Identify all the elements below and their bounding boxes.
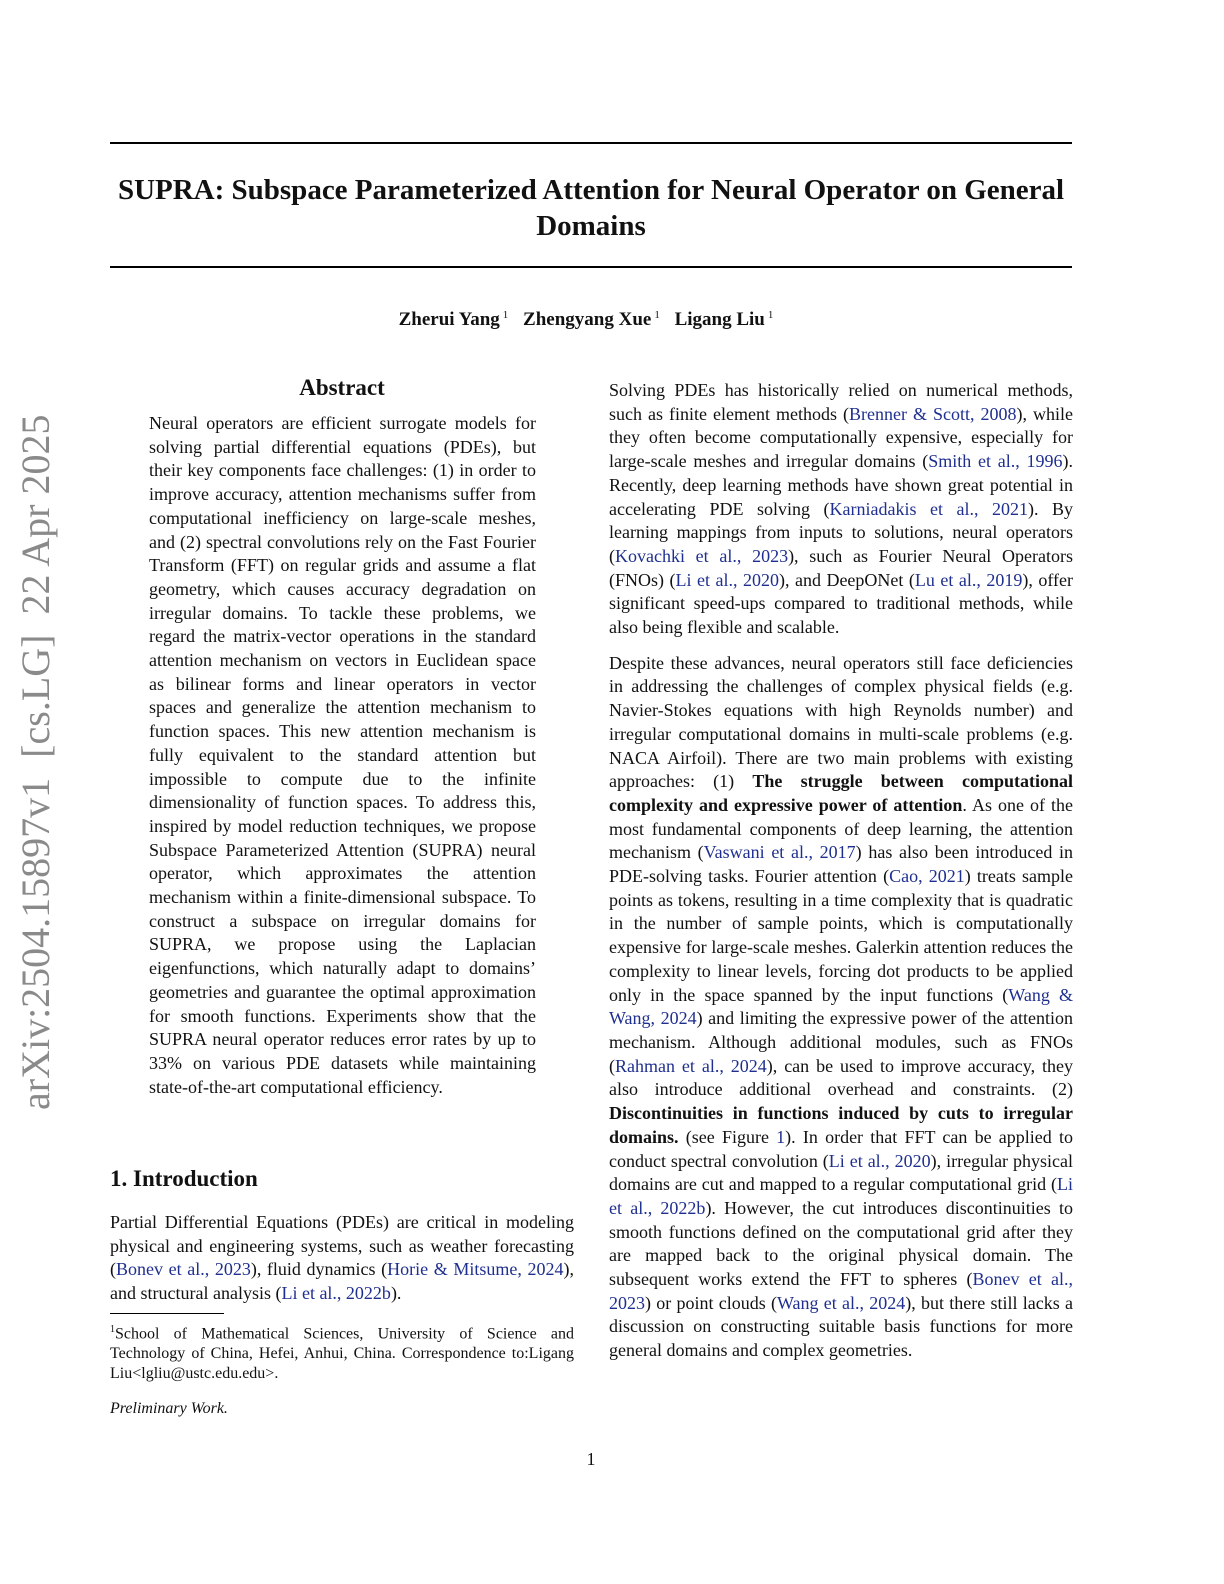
abstract-heading: Abstract xyxy=(299,375,385,400)
citation-link[interactable]: Li et al., 2020 xyxy=(675,569,779,590)
page-number: 1 xyxy=(586,1449,596,1469)
footnote-text: School of Mathematical Sciences, University of Science and Technology of China, Hefei, Anhui, China. Correspondence to:Ligang Liu<lgliu@ustc.edu.edu>. xyxy=(110,1325,574,1383)
citation-link[interactable]: Vaswani et al., 2017 xyxy=(703,842,856,863)
citation-link[interactable]: Li et al., 2022b xyxy=(281,1283,391,1304)
citation-link[interactable]: Karniadakis et al., 2021 xyxy=(829,498,1028,519)
author-name: Ligang Liu xyxy=(674,309,765,330)
intro-paragraph: Solving PDEs has historically relied on numerical methods, such as finite element methods (Brenner & Scott, 2008), while they often become computationally expensive, especially for large-scale meshes and irregular domains (Smith et al., 1996). Recently, deep learning methods have shown great potential in accelerating PDE solving (Karniadakis et al., 2021). By learning mappings from inputs to solutions, neural operators (Kovachki et al., 2023), such as Fourier Neural Operators (FNOs) (Li et al., 2020), and DeepONet (Lu et al., 2019), offer significant speed-ups compared to traditional methods, while also being flexible and scalable. xyxy=(609,380,1074,638)
citation-link[interactable]: Wang et al., 2024 xyxy=(777,1292,906,1313)
citation-link[interactable]: Bonev et al., 2023 xyxy=(609,1269,1073,1313)
author-affiliation-mark: 1 xyxy=(767,309,774,321)
author-name: Zhengyang Xue xyxy=(523,309,652,330)
emphasis-text: Discontinuities in functions induced by cuts to irregular domains. xyxy=(609,1103,1073,1147)
citation-link[interactable]: Bonev et al., 2023 xyxy=(116,1259,251,1280)
citation-link[interactable]: Wang & Wang, 2024 xyxy=(609,984,1073,1029)
footnote-mark: 1 xyxy=(110,1324,115,1335)
citation-link[interactable]: Rahman et al., 2024 xyxy=(615,1055,767,1076)
preliminary-work-note: Preliminary Work. xyxy=(110,1400,228,1417)
title-top-rule xyxy=(110,142,1072,144)
title-bottom-rule xyxy=(110,266,1072,268)
paper-title: SUPRA: Subspace Parameterized Attention for Neural Operator on General Domains xyxy=(117,174,1065,242)
affiliation-footnote xyxy=(110,1320,574,1384)
citation-link[interactable]: Li et al., 2022b xyxy=(609,1174,1073,1218)
abstract-text: Neural operators are efficient surrogate models for solving partial differential equations (PDEs), but their key components face challenges: (1) in order to improve accuracy, attention mechanisms suffer from computational inefficiency on large-scale meshes, and (2) spectral convolutions rely on the Fast Fourier Transform (FFT) on regular grids and assume a flat geometry, which causes accuracy degradation on irregular domains. To tackle these problems, we regard the matrix-vector operations in the standard attention mechanism on vectors in Euclidean space as bilinear forms and linear operators in vector spaces and generalize the attention mechanism to function spaces. This new attention mechanism is fully equivalent to the standard attention but impossible to compute due to the infinite dimensionality of function spaces. To address this, inspired by model reduction techniques, we propose Subspace Parameterized Attention (SUPRA) neural operator, which approximates the attention mechanism within a finite-dimensional subspace. To construct a subspace on irregular domains for SUPRA, we propose using the Laplacian eigenfunctions, which naturally adapt to domains’ geometries and guarantee the optimal approximation for smooth functions. Experiments show that the SUPRA neural operator reduces error rates by up to 33% on various PDE datasets while maintaining state-of-the-art computational efficiency. xyxy=(149,413,536,1097)
author-affiliation-mark: 1 xyxy=(654,309,660,321)
citation-link[interactable]: Horie & Mitsume, 2024 xyxy=(387,1259,564,1280)
emphasis-text: The struggle between computational complexity and expressive power of attention xyxy=(609,771,1073,815)
author-name: Zherui Yang xyxy=(398,309,500,330)
citation-link[interactable]: Kovachki et al., 2023 xyxy=(615,545,789,566)
footnote-rule xyxy=(110,1313,224,1314)
author-affiliation-mark: 1 xyxy=(502,309,509,321)
intro-paragraph: Partial Differential Equations (PDEs) are critical in modeling physical and engineering systems, such as weather forecasting (Bonev et al., 2023), fluid dynamics (Horie & Mitsume, 2024), and structural analysis (Li et al., 2022b). xyxy=(110,1212,574,1304)
citation-link[interactable]: Li et al., 2020 xyxy=(828,1150,931,1171)
right-column xyxy=(609,379,1073,1375)
intro-paragraph: Despite these advances, neural operators still face deficiencies in addressing the challenges of complex physical fields (e.g. Navier-Stokes equations with high Reynolds number) and irregular computational domains in multi-scale problems (e.g. NACA Airfoil). There are two main problems with existing approaches: (1) The struggle between computational complexity and expressive power of attention. As one of the most fundamental components of deep learning, the attention mechanism (Vaswani et al., 2017) has also been introduced in PDE-solving tasks. Fourier attention (Cao, 2021) treats sample points as tokens, resulting in a time complexity that is quadratic in the number of sample points, which is computationally expensive for large-scale meshes. Galerkin attention reduces the complexity to linear levels, forcing dot products to be applied only in the space spanned by the input functions (Wang & Wang, 2024) and limiting the expressive power of the attention mechanism. Although additional modules, such as FNOs (Rahman et al., 2024), can be used to improve accuracy, they also introduce additional overhead and constraints. (2) Discontinuities in functions induced by cuts to irregular domains. (see Figure 1). In order that FFT can be applied to conduct spectral convolution (Li et al., 2020), irregular physical domains are cut and mapped to a regular computational grid (Li et al., 2022b). However, the cut introduces discontinuities to smooth functions defined on the computational grid after they are mapped back to the original physical domain. The subsequent works extend the FFT to spheres (Bonev et al., 2023) or point clouds (Wang et al., 2024), but there still lacks a discussion on constructing suitable basis functions for more general domains and complex geometries. xyxy=(609,652,1074,1361)
citation-link[interactable]: Brenner & Scott, 2008 xyxy=(849,403,1017,424)
citation-link[interactable]: Smith et al., 1996 xyxy=(928,451,1063,472)
arxiv-identifier: arXiv:2504.15897v1 [cs.LG] 22 Apr 2025 xyxy=(13,414,58,1110)
section-heading-introduction: 1. Introduction xyxy=(110,1166,258,1191)
citation-link[interactable]: Lu et al., 2019 xyxy=(914,569,1023,590)
citation-link[interactable]: 1 xyxy=(776,1126,786,1147)
author-list xyxy=(110,309,1072,331)
citation-link[interactable]: Cao, 2021 xyxy=(889,866,965,887)
